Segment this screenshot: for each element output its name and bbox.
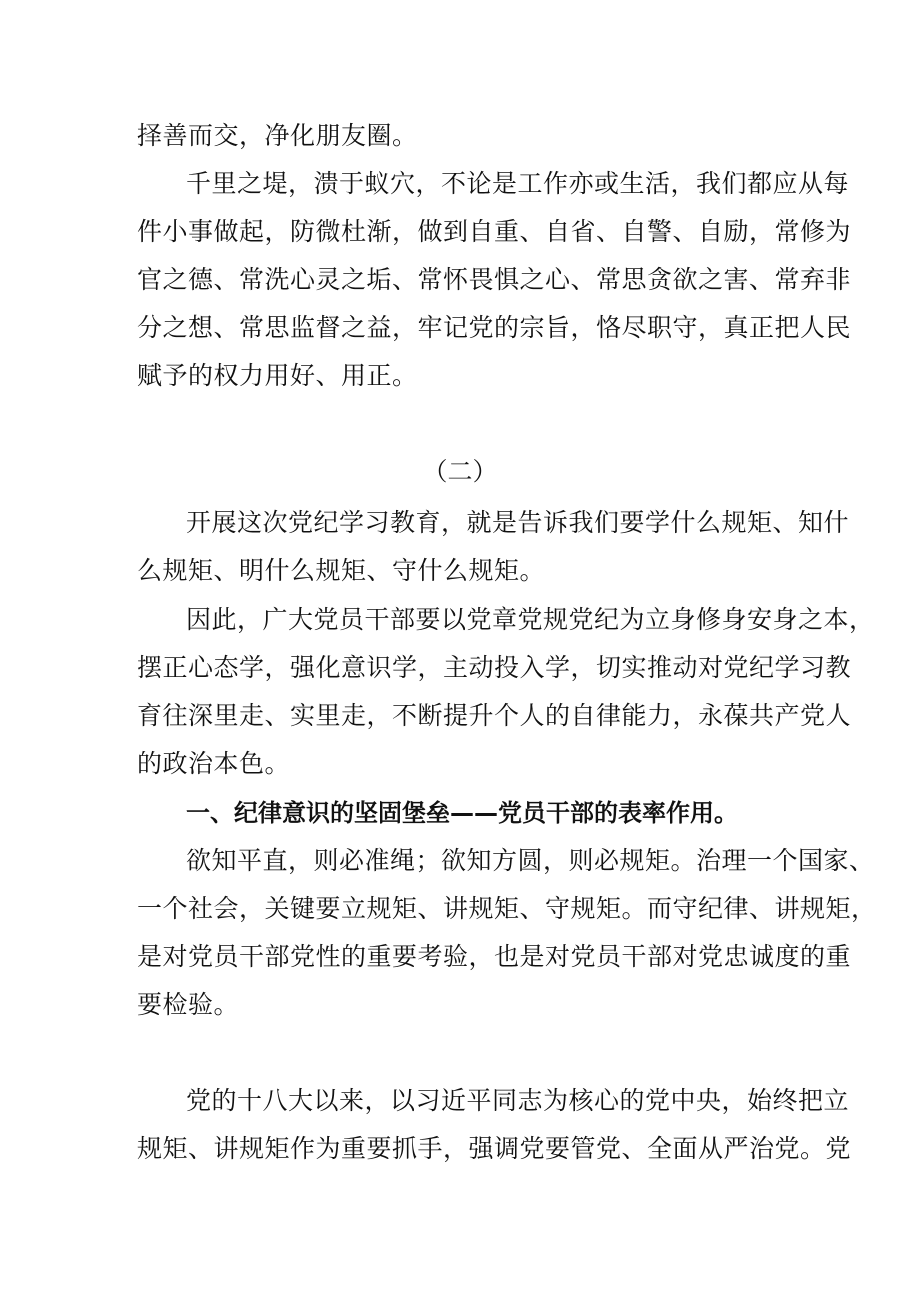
paragraph-line: 一个社会，关键要立规矩、讲规矩、守规矩。而守纪律、讲规矩， (137, 894, 877, 923)
paragraph-line: 因此，广大党员干部要以党章党规党纪为立身修身安身之本， (186, 605, 875, 634)
paragraph-line: 的政治本色。 (137, 749, 291, 778)
paragraph-line: 么规矩、明什么规矩、守什么规矩。 (137, 556, 546, 585)
paragraph-line: 分之想、常思监督之益，牢记党的宗旨，恪尽职守，真正把人民 (137, 313, 852, 342)
paragraph-line: 党的十八大以来，以习近平同志为核心的党中央，始终把立 (186, 1086, 850, 1115)
section-heading: （二） (422, 457, 498, 486)
paragraph-line: 件小事做起，防微杜渐，做到自重、自省、自警、自励，常修为 (137, 217, 852, 246)
paragraph-line: 摆正心态学，强化意识学，主动投入学，切实推动对党纪学习教 (137, 653, 852, 682)
paragraph-line: 要检验。 (137, 990, 240, 1019)
paragraph-line: 开展这次党纪学习教育，就是告诉我们要学什么规矩、知什 (186, 508, 850, 537)
paragraph-line: 千里之堤，溃于蚁穴，不论是工作亦或生活，我们都应从每 (186, 169, 850, 198)
paragraph-line: 是对党员干部党性的重要考验，也是对党员干部对党忠诚度的重 (137, 942, 852, 971)
paragraph-line: 规矩、讲规矩作为重要抓手，强调党要管党、全面从严治党。党 (137, 1134, 852, 1163)
paragraph-line: 欲知平直，则必准绳；欲知方圆，则必规矩。治理一个国家、 (186, 846, 875, 875)
paragraph-line: 育往深里走、实里走，不断提升个人的自律能力，永葆共产党人 (137, 701, 852, 730)
subheading: 一、纪律意识的坚固堡垒——党员干部的表率作用。 (186, 799, 738, 827)
paragraph-line: 官之德、常洗心灵之垢、常怀畏惧之心、常思贪欲之害、常弃非 (137, 265, 852, 294)
paragraph-line: 择善而交，净化朋友圈。 (137, 121, 418, 150)
paragraph-line: 赋予的权力用好、用正。 (137, 361, 418, 390)
